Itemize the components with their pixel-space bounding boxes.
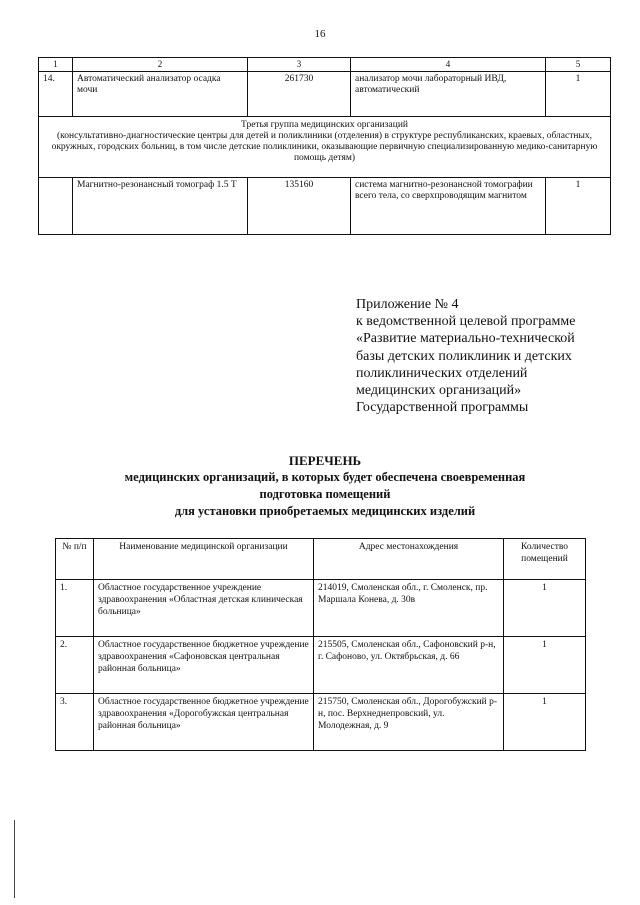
organization-name: Областное государственное бюджетное учреждение здравоохранения «Сафоновская центральная районная больница» bbox=[94, 637, 314, 694]
equipment-table bbox=[38, 57, 611, 235]
equipment-table-header bbox=[39, 58, 611, 72]
device-quantity: 1 bbox=[546, 72, 611, 117]
group-title: Третья группа медицинских организаций bbox=[241, 120, 408, 130]
column-header: Количество помещений bbox=[504, 539, 586, 580]
device-type: система магнитно-резонансной томографии всего тела, со сверхпроводящим магнитом bbox=[351, 178, 546, 235]
table-row bbox=[39, 72, 611, 117]
row-number bbox=[39, 178, 73, 235]
column-header: 1 bbox=[39, 58, 73, 72]
title-line: ПЕРЕЧЕНЬ bbox=[288, 453, 362, 468]
room-count: 1 bbox=[504, 694, 586, 751]
appendix-line: поликлинических отделений bbox=[356, 365, 528, 381]
table-row bbox=[39, 178, 611, 235]
column-header: Адрес местонахождения bbox=[314, 539, 504, 580]
organization-name: Областное государственное бюджетное учреждение здравоохранения «Дорогобужская центральная районная больница» bbox=[94, 694, 314, 751]
title-line: подготовка помещений bbox=[259, 487, 391, 501]
appendix-line: базы детских поликлиник и детских bbox=[356, 348, 572, 364]
title-line: для установки приобретаемых медицинских изделий bbox=[174, 504, 476, 518]
column-header: 4 bbox=[351, 58, 546, 72]
device-quantity: 1 bbox=[546, 178, 611, 235]
row-number: 2. bbox=[56, 637, 94, 694]
group-row bbox=[39, 117, 611, 178]
organization-address: 215750, Смоленская обл., Дорогобужский р-н, пос. Верхнеднепровский, ул. Молодежная, д. 9 bbox=[314, 694, 504, 751]
column-header: 5 bbox=[546, 58, 611, 72]
organization-name: Областное государственное учреждение здравоохранения «Областная детская клиническая больница» bbox=[94, 580, 314, 637]
device-code: 135160 bbox=[248, 178, 351, 235]
page-number: 16 bbox=[314, 28, 326, 40]
table-row bbox=[56, 637, 586, 694]
appendix-line: Приложение № 4 bbox=[356, 297, 459, 312]
room-count: 1 bbox=[504, 580, 586, 637]
column-header: 3 bbox=[248, 58, 351, 72]
organizations-table-header bbox=[56, 539, 586, 580]
document-title bbox=[40, 452, 610, 520]
table-row bbox=[56, 694, 586, 751]
column-header: № п/п bbox=[56, 539, 94, 580]
room-count: 1 bbox=[504, 637, 586, 694]
device-type: анализатор мочи лабораторный ИВД, автоматический bbox=[351, 72, 546, 117]
organization-address: 214019, Смоленская обл., г. Смоленск, пр. Маршала Конева, д. 30в bbox=[314, 580, 504, 637]
device-name: Автоматический анализатор осадка мочи bbox=[73, 72, 248, 117]
appendix-line: к ведомственной целевой программе bbox=[356, 314, 576, 330]
title-line: медицинских организаций, в которых будет обеспечена своевременная bbox=[124, 470, 526, 484]
device-name: Магнитно-резонансный томограф 1.5 Т bbox=[73, 178, 248, 235]
appendix-line: Государственной программы bbox=[356, 400, 529, 416]
row-number: 1. bbox=[56, 580, 94, 637]
column-header: 2 bbox=[73, 58, 248, 72]
row-number: 3. bbox=[56, 694, 94, 751]
device-code: 261730 bbox=[248, 72, 351, 117]
appendix-line: медицинских организаций» bbox=[356, 383, 522, 399]
scan-margin-line bbox=[14, 820, 15, 898]
column-header: Наименование медицинской организации bbox=[94, 539, 314, 580]
table-row bbox=[56, 580, 586, 637]
group-cell bbox=[39, 117, 611, 178]
row-number: 14. bbox=[39, 72, 73, 117]
appendix-line: «Развитие материально-технической bbox=[356, 331, 575, 347]
organizations-table bbox=[55, 538, 586, 751]
organization-address: 215505, Смоленская обл., Сафоновский р-н, г. Сафоново, ул. Октябрьская, д. 66 bbox=[314, 637, 504, 694]
appendix-block bbox=[356, 296, 626, 416]
group-description: (консультативно-диагностические центры для детей и поликлиники (отделения) в структуре республиканских, краевых, областных, окружных, городских больниц, в том числе детские поликлиники, оказывающие первичную специализированную медико-санитарную помощь детям) bbox=[51, 131, 598, 163]
